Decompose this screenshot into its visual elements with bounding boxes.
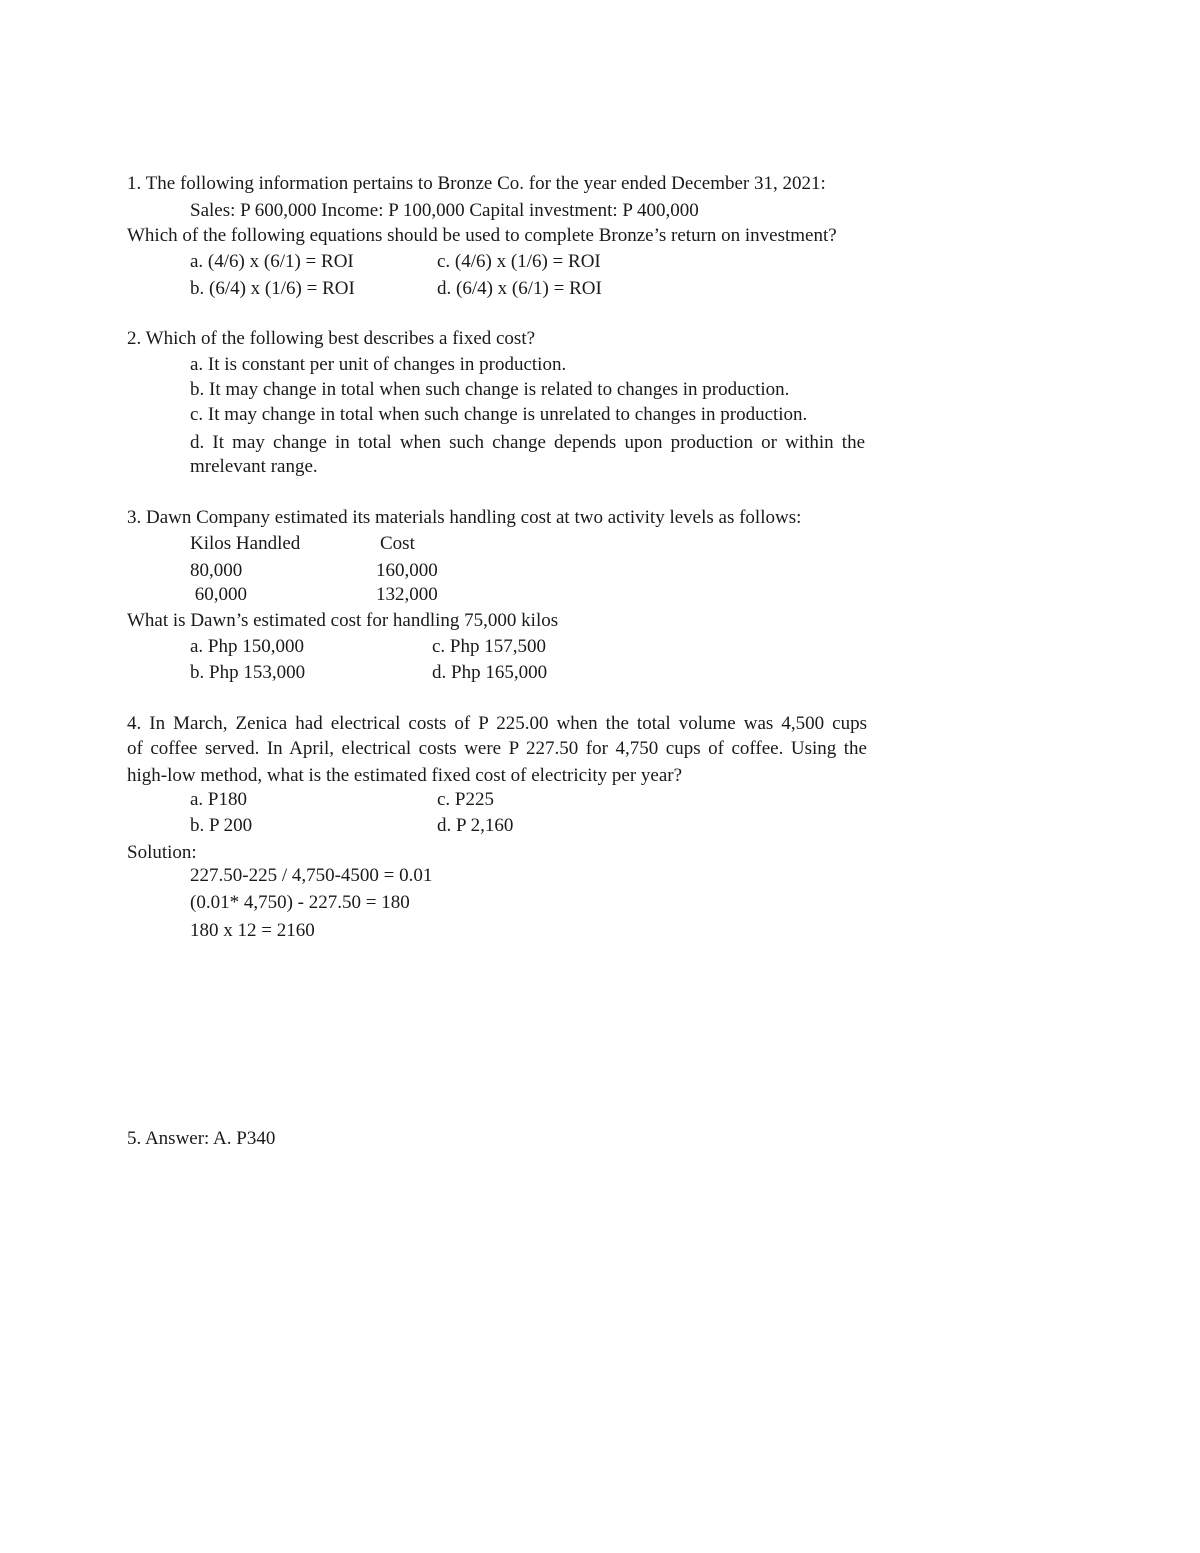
q3-option-d: d. Php 165,000 <box>432 662 548 683</box>
q3-option-b: b. Php 153,000 <box>190 662 306 683</box>
q2-option-b: b. It may change in total when such change is related to changes in production. <box>190 379 790 400</box>
q4-option-d: d. P 2,160 <box>437 815 514 836</box>
q2-option-d-line2: mrelevant range. <box>190 456 318 477</box>
q4-stem-line1: 4. In March, Zenica had electrical costs of P 225.00 when the total volume was 4,500 cups <box>127 713 867 734</box>
q1-info: Sales: P 600,000 Income: P 100,000 Capital investment: P 400,000 <box>190 200 699 221</box>
q3-row-kilos: 60,000 <box>190 584 247 605</box>
q1-stem: 1. The following information pertains to Bronze Co. for the year ended December 31, 2021: <box>127 173 826 194</box>
q5-answer: 5. Answer: A. P340 <box>127 1128 276 1149</box>
q3-col-header-kilos: Kilos Handled <box>190 533 301 554</box>
q4-solution-step: (0.01* 4,750) - 227.50 = 180 <box>190 892 410 913</box>
q4-option-a: a. P180 <box>190 789 247 810</box>
q4-option-b: b. P 200 <box>190 815 253 836</box>
q3-option-a: a. Php 150,000 <box>190 636 304 657</box>
q4-stem-line2: of coffee served. In April, electrical costs were P 227.50 for 4,750 cups of coffee. Using the <box>127 738 867 759</box>
q4-solution-label: Solution: <box>127 842 197 863</box>
q3-col-header-cost: Cost <box>380 533 415 554</box>
q1-option-c: c. (4/6) x (1/6) = ROI <box>437 251 601 272</box>
q1-option-a: a. (4/6) x (6/1) = ROI <box>190 251 354 272</box>
q3-row-cost: 132,000 <box>376 584 438 605</box>
q3-question: What is Dawn’s estimated cost for handling 75,000 kilos <box>127 610 559 631</box>
q3-row-kilos: 80,000 <box>190 560 243 581</box>
q3-row-cost: 160,000 <box>376 560 438 581</box>
q4-solution-step: 180 x 12 = 2160 <box>190 920 315 941</box>
q2-option-d-line1: d. It may change in total when such change depends upon production or within the <box>190 432 865 453</box>
q4-stem-line3: high-low method, what is the estimated fixed cost of electricity per year? <box>127 765 683 786</box>
q3-stem: 3. Dawn Company estimated its materials handling cost at two activity levels as follows: <box>127 507 802 528</box>
q4-option-c: c. P225 <box>437 789 494 810</box>
q1-option-d: d. (6/4) x (6/1) = ROI <box>437 278 602 299</box>
q3-option-c: c. Php 157,500 <box>432 636 546 657</box>
q2-stem: 2. Which of the following best describes a fixed cost? <box>127 328 536 349</box>
q1-question: Which of the following equations should be used to complete Bronze’s return on investment? <box>127 225 837 246</box>
q2-option-a: a. It is constant per unit of changes in production. <box>190 354 567 375</box>
q1-option-b: b. (6/4) x (1/6) = ROI <box>190 278 355 299</box>
q4-solution-step: 227.50-225 / 4,750-4500 = 0.01 <box>190 865 433 886</box>
q2-option-c: c. It may change in total when such change is unrelated to changes in production. <box>190 404 808 425</box>
